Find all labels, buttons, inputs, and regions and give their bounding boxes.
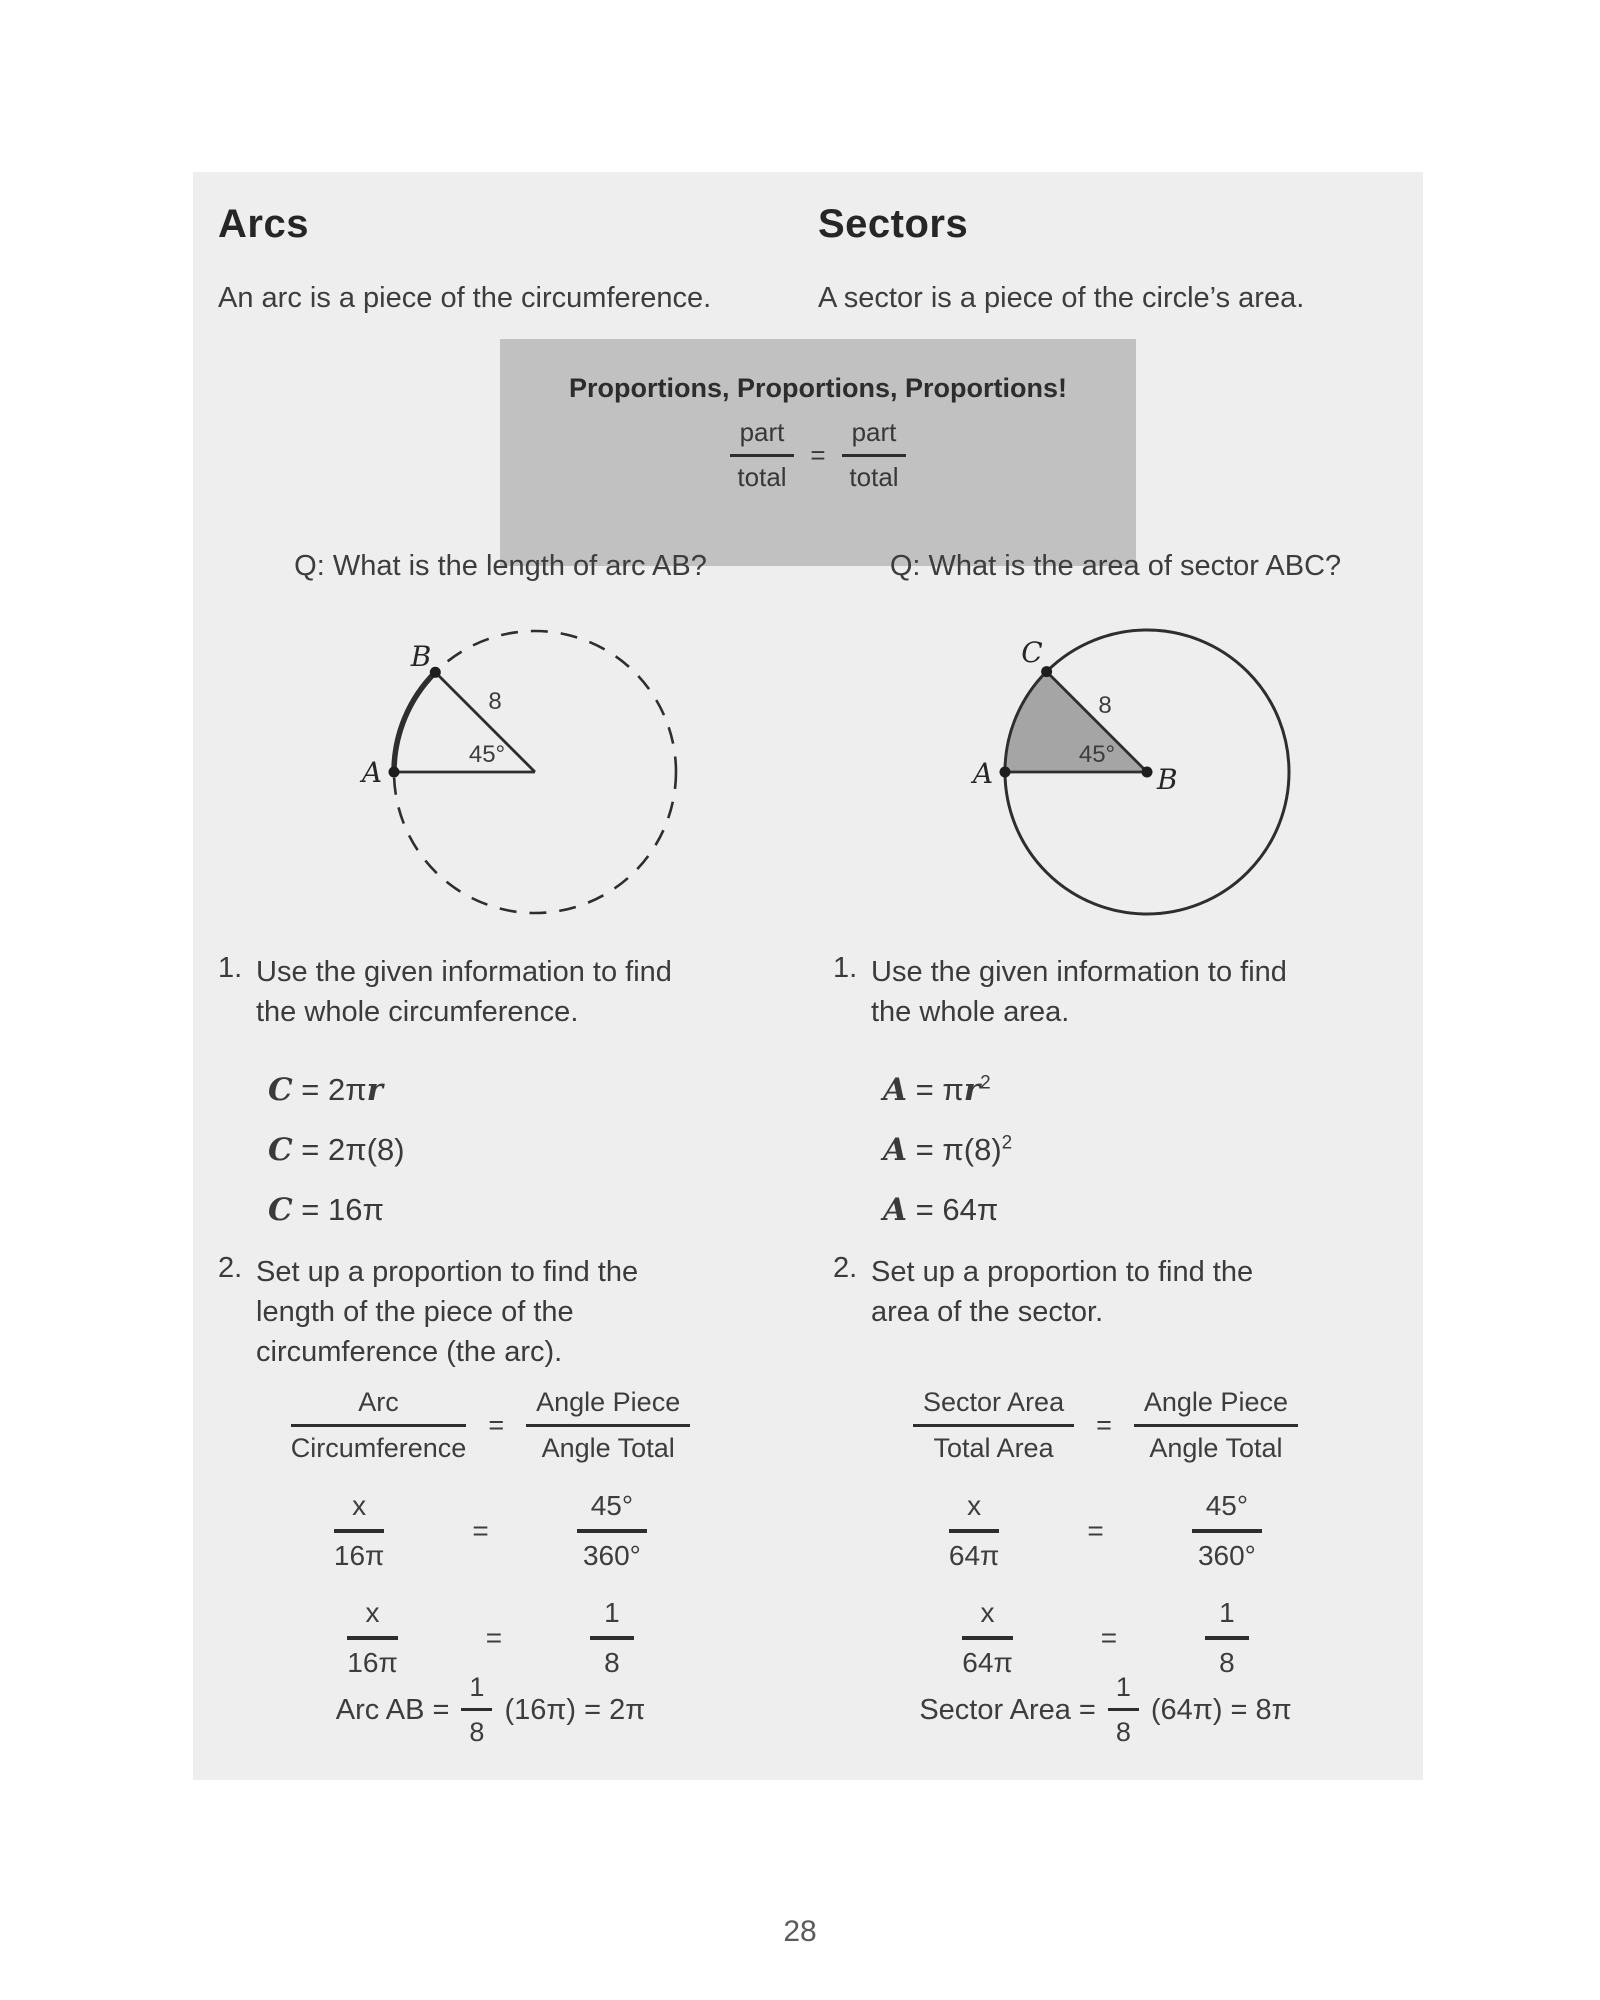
- fraction: $\frac{1}{8}$: [1205, 1597, 1249, 1679]
- point-a-dot: [389, 767, 400, 778]
- area-result: A = 64π: [883, 1192, 999, 1228]
- step-text: Use the given information to find the whole circumference.: [256, 956, 672, 1028]
- fraction: $\frac{x}{16\pi}$: [333, 1490, 385, 1572]
- equals-sign: =: [488, 1410, 505, 1441]
- arcs-title: Arcs: [218, 202, 309, 246]
- arc-diagram: [340, 590, 730, 940]
- fraction: $\frac{1}{8}$: [461, 1672, 492, 1748]
- point-b-label: B: [410, 640, 432, 673]
- step-number: 2.: [218, 1252, 243, 1284]
- fraction: $\frac{1}{8}$: [590, 1597, 634, 1679]
- sector-wedge: [1005, 672, 1147, 772]
- point-c-dot: [1041, 666, 1052, 677]
- arc-proportion-words: [218, 1387, 763, 1464]
- step-number: 1.: [833, 952, 858, 984]
- fraction: $\frac{x}{16\pi}$: [347, 1597, 398, 1679]
- fraction: $\frac{1}{8}$: [1108, 1672, 1139, 1748]
- banner-fraction-right: $\frac{\text{part}}{\text{total}}$: [842, 418, 907, 493]
- sectors-step-2: [833, 1252, 1408, 1332]
- result-prefix: Arc AB =: [335, 1693, 450, 1726]
- page-number: 28: [783, 1915, 817, 1948]
- arcs-step-1: [218, 952, 793, 1032]
- angle-label: 45°: [468, 741, 506, 768]
- sector-question: Q: What is the area of sector ABC?: [889, 550, 1342, 582]
- angle-label: 45°: [1078, 741, 1116, 768]
- fraction: $\frac{x}{64\pi}$: [962, 1597, 1013, 1679]
- result-prefix: Sector Area =: [919, 1693, 1096, 1726]
- equals-sign: =: [1087, 1515, 1104, 1547]
- fraction: $\frac{x}{64\pi}$: [948, 1490, 1000, 1572]
- point-a-dot: [1000, 767, 1011, 778]
- point-c-label: C: [1021, 636, 1043, 669]
- arcs-step-2: [218, 1252, 793, 1372]
- arc-proportion-reduced: [218, 1597, 763, 1679]
- sector-proportion-reduced: [833, 1597, 1378, 1679]
- fraction: $\frac{45^\circ}{360^\circ}$: [577, 1490, 647, 1572]
- step-text: Set up a proportion to find the area of the sector.: [871, 1256, 1254, 1328]
- arc-length-result: [218, 1672, 763, 1748]
- sector-diagram: [950, 590, 1330, 950]
- sectors-title: Sectors: [818, 202, 969, 246]
- result-suffix: (16π) = 2π: [504, 1693, 646, 1726]
- point-b-label: B: [1157, 763, 1178, 796]
- equals-sign: =: [472, 1515, 489, 1547]
- arc-proportion-values: [218, 1490, 763, 1572]
- content-card: [193, 172, 1423, 1780]
- arc-question: Q: What is the length of arc AB?: [294, 550, 707, 582]
- radius-label: 8: [1098, 692, 1112, 719]
- fraction: $\frac{\text{Angle Piece}}{\text{Angle Total}}$: [526, 1387, 690, 1464]
- banner-equals: =: [810, 439, 826, 470]
- area-substituted: $A = \pi(8)^2$: [883, 1132, 1013, 1168]
- arc-ab: [394, 672, 435, 772]
- sector-proportion-words: [833, 1387, 1378, 1464]
- step-text: Use the given information to find the whole area.: [871, 956, 1287, 1028]
- circumference-result: C = 16π: [268, 1192, 384, 1228]
- point-a-label: A: [361, 756, 383, 789]
- result-suffix: (64π) = 8π: [1150, 1693, 1292, 1726]
- area-formula: $A = \pi r^2$: [883, 1072, 991, 1108]
- fraction: $\frac{\text{Angle Piece}}{\text{Angle Total}}$: [1134, 1387, 1298, 1464]
- equals-sign: =: [1096, 1410, 1112, 1441]
- sector-area-result: [833, 1672, 1378, 1748]
- sector-proportion-values: [833, 1490, 1378, 1572]
- step-text: Set up a proportion to find the length of the piece of the circumference (the arc).: [256, 1256, 639, 1368]
- equals-sign: =: [485, 1622, 503, 1654]
- banner-title: Proportions, Proportions, Proportions!: [569, 373, 1067, 403]
- proportions-banner: [500, 339, 1136, 566]
- sectors-step-1: [833, 952, 1408, 1032]
- equals-sign: =: [1100, 1622, 1118, 1654]
- point-a-label: A: [972, 757, 994, 790]
- step-number: 1.: [218, 952, 243, 984]
- fraction: $\frac{\text{Sector Area}}{\text{Total Area}}$: [913, 1387, 1074, 1464]
- point-b-dot: [430, 667, 441, 678]
- fraction: $\frac{45^\circ}{360^\circ}$: [1192, 1490, 1262, 1572]
- banner-equation: [730, 418, 907, 493]
- circumference-formula: C = 2πr: [268, 1072, 383, 1108]
- point-b-dot: [1142, 767, 1153, 778]
- banner-fraction-left: $\frac{\text{part}}{\text{total}}$: [730, 418, 795, 493]
- fraction: $\frac{\text{Arc}}{\text{Circumference}}$: [290, 1387, 467, 1464]
- arcs-subtitle: An arc is a piece of the circumference.: [218, 282, 712, 314]
- step-number: 2.: [833, 1252, 858, 1284]
- radius-label: 8: [488, 688, 502, 715]
- sectors-subtitle: A sector is a piece of the circle’s area.: [818, 282, 1305, 314]
- circumference-substituted: C = 2π(8): [268, 1132, 405, 1168]
